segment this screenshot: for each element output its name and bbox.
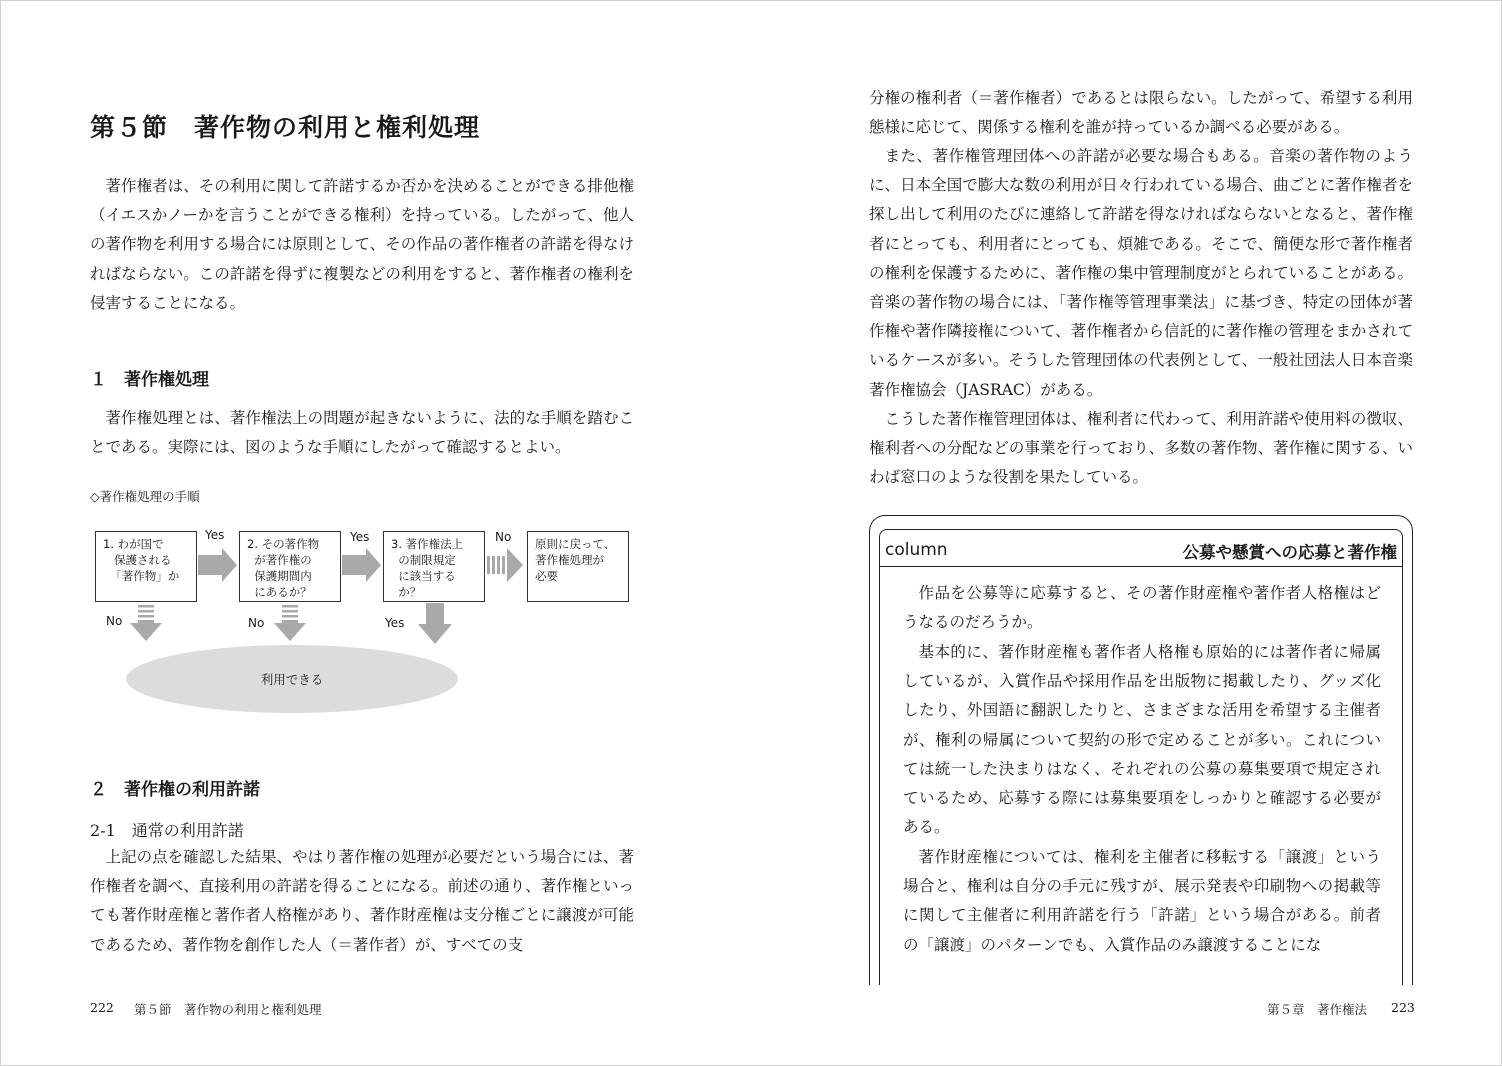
arrow-label-1: Yes bbox=[205, 528, 225, 542]
copyright-processing-paragraph: 著作権処理とは、著作権法上の問題が起きないように、法的な手順を踏むことである。実際には、図のような手順にしたがって確認するとよい。 bbox=[90, 409, 634, 457]
normal-permission-paragraph: 上記の点を確認した結果、やはり著作権の処理が必要だという場合には、著作権者を調べ、直接利用の許諾を得ることになる。前述の通り、著作権といっても著作財産権と著作者人格権があり、著作財産権は支分権ごとに譲渡が可能であるため、著作物を創作した人（＝著作者）が、すべての支 bbox=[90, 848, 634, 954]
result-label: 利用できる bbox=[260, 672, 324, 687]
down-label-1: No bbox=[106, 614, 123, 628]
column-paragraph-3: 著作財産権については、権利を主催者に移転する「譲渡」という場合と、権利は自分の手元に残すが、展示発表や印刷物への掲載等に関して主催者に利用許諾を行う「許諾」という場合がある。前者の「譲渡」のパターンでも、入賞作品のみ譲渡することにな bbox=[903, 848, 1381, 954]
flow-box-3: 3. 著作権法上 の制限規定 に該当する か？ bbox=[383, 531, 485, 602]
column-paragraph-2: 基本的に、著作財産権も著作者人格権も原始的には著作者に帰属しているが、入賞作品や採用作品を出版物に掲載したり、グッズ化したり、外国語に翻訳したりと、さまざまな活用を希望する主催者が、権利の帰属について契約の形で定めることが多い。これについては統一した決まりはなく、それぞれの公募の募集要項で規定されているため、応募する際には募集要項をしっかりと確認する必要がある。 bbox=[903, 643, 1381, 837]
left-footer-title: 第５節 著作物の利用と権利処理 bbox=[134, 1002, 322, 1017]
section-title: 第５節 著作物の利用と権利処理 bbox=[90, 113, 481, 142]
left-footer-page-number: 222 bbox=[90, 1000, 114, 1015]
arrow-label-3: No bbox=[495, 530, 512, 544]
right-paragraph-1: 分権の権利者（＝著作権者）であるとは限らない。したがって、希望する利用態様に応じて、関係する権利を誰が持っているか調べる必要がある。 bbox=[869, 89, 1413, 137]
flow-box-2: 2. その著作物 が著作権の 保護期間内 にあるか？ bbox=[239, 531, 341, 602]
right-footer-page-number: 223 bbox=[1391, 1000, 1415, 1015]
down-label-3: Yes bbox=[385, 616, 405, 630]
right-paragraph-2: また、著作権管理団体への許諾が必要な場合もある。音楽の著作物のように、日本全国で膨大な数の利用が日々行われている場合、曲ごとに著作権者を探し出して利用のたびに連絡して許諾を得なければならないとなると、著作権者にとっても、利用者にとっても、煩雑である。そこで、簡便な形で著作権者の権利を保護するために、著作権の集中管理制度がとられていることがある。音楽の著作物の場合には、「著作権等管理事業法」に基づき、特定の団体が著作権や著作隣接権について、著作権者から信託的に著作権の管理をまかされているケースが多い。そうした管理団体の代表例として、一般社団法人日本音楽著作権協会（JASRAC）がある。 bbox=[869, 147, 1413, 399]
down-label-2: No bbox=[248, 616, 265, 630]
column-paragraph-1: 作品を公募等に応募すると、その著作財産権や著作者人格権はどうなるのだろうか。 bbox=[903, 584, 1381, 632]
heading-usage-permission: ２ 著作権の利用許諾 bbox=[90, 780, 260, 800]
right-paragraph-3: こうした著作権管理団体は、権利者に代わって、利用許諾や使用料の徴収、権利者への分配などの事業を行っており、多数の著作物、著作権に関する、いわば窓口のような役割を果たしている。 bbox=[869, 410, 1413, 487]
flow-box-4: 原則に戻って、 著作権処理が 必要 bbox=[527, 531, 629, 602]
heading-normal-permission: 2-1 通常の利用許諾 bbox=[90, 821, 244, 840]
intro-paragraph: 著作権者は、その利用に関して許諾するか否かを決めることができる排他権（イエスかノーかを言うことができる権利）を持っている。したがって、他人の著作物を利用する場合には原則として、その作品の著作権者の許諾を得なければならない。この許諾を得ずに複製などの利用をすると、著作権者の権利を侵害することになる。 bbox=[90, 177, 634, 312]
arrow-label-2: Yes bbox=[350, 530, 370, 544]
figure-caption: ◇著作権処理の手順 bbox=[90, 489, 200, 504]
right-footer-chapter: 第５章 著作権法 bbox=[1267, 1002, 1368, 1017]
heading-copyright-processing: １ 著作権処理 bbox=[90, 370, 209, 390]
column-title: 公募や懸賞への応募と著作権 bbox=[1182, 543, 1397, 562]
column-label: column bbox=[885, 540, 948, 560]
flow-box-1: 1. わが国で 保護される 「著作物」か bbox=[95, 531, 197, 602]
